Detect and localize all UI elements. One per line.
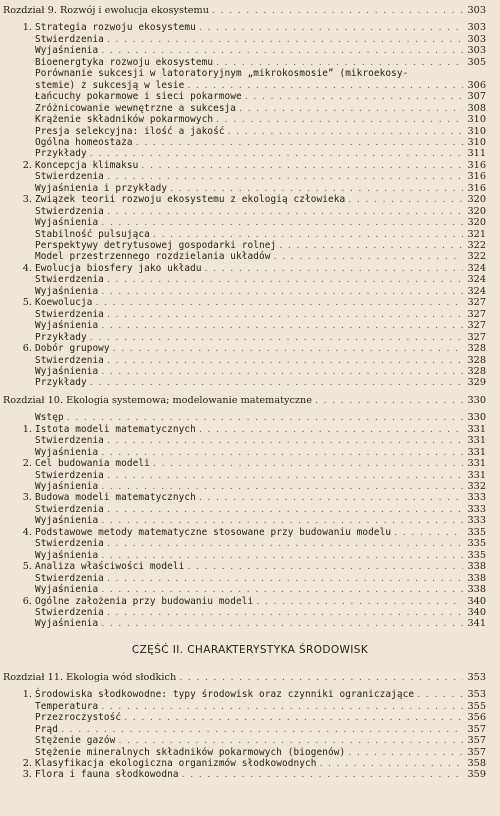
toc-subentry	[0, 68, 500, 80]
chapter-heading	[0, 395, 500, 407]
dot-leader	[394, 527, 463, 539]
dot-leader	[199, 492, 463, 504]
entry-title: Ogólne założenia przy budowaniu modeli	[35, 595, 254, 607]
entry-number: 5.	[22, 561, 32, 573]
dot-leader	[107, 504, 463, 516]
page-number: 305	[467, 56, 486, 68]
toc-subentry	[0, 286, 500, 298]
entry-title: Istota modeli matematycznych	[35, 423, 196, 435]
page-number: 316	[467, 159, 486, 171]
entry-title: Ogólna homeostaza	[35, 136, 133, 148]
toc-subentry	[0, 735, 500, 747]
toc-subentry	[0, 550, 500, 562]
dot-leader	[107, 171, 463, 183]
dot-leader	[61, 724, 463, 736]
chapter-number: Rozdział 10.	[3, 394, 64, 406]
entry-title: Flora i fauna słodkowodna	[35, 769, 179, 781]
entry-title: Stwierdzenia	[35, 606, 104, 618]
dot-leader	[187, 80, 463, 92]
page-number: 358	[467, 758, 486, 769]
page-number: 353	[467, 671, 486, 683]
dot-leader	[199, 424, 463, 436]
dot-leader	[101, 286, 463, 298]
page-number: 333	[467, 503, 486, 515]
entry-number: 2.	[22, 458, 32, 470]
toc-section-entry	[0, 343, 500, 355]
toc-subentry	[0, 712, 500, 724]
dot-leader	[101, 366, 463, 378]
entry-title: Wyjaśnienia	[35, 515, 99, 527]
page-number: 327	[467, 308, 486, 320]
entry-number: 3.	[22, 194, 32, 206]
dot-leader	[256, 596, 463, 608]
page-number: 310	[467, 136, 486, 148]
dot-leader	[107, 607, 463, 619]
dot-leader	[124, 712, 463, 724]
toc-section-entry	[0, 758, 500, 770]
toc-subentry	[0, 481, 500, 493]
entry-number: 2.	[22, 758, 32, 769]
page-number: 321	[467, 228, 486, 240]
entry-title: Cel budowania modeli	[35, 458, 150, 470]
toc-subentry	[0, 103, 500, 115]
entry-title: Przykłady	[35, 377, 87, 389]
chapter-title: Ekologia systemowa; modelowanie matematyczne	[66, 394, 312, 406]
entry-title: Stwierdzenia	[35, 354, 104, 366]
toc-subentry	[0, 137, 500, 149]
page-number: 303	[467, 22, 486, 34]
dot-leader	[101, 618, 463, 630]
toc-subentry	[0, 435, 500, 447]
toc-subentry	[0, 206, 500, 218]
dot-leader	[107, 573, 463, 585]
toc-subentry	[0, 355, 500, 367]
toc-section-entry	[0, 492, 500, 504]
toc-section-entry	[0, 194, 500, 206]
dot-leader	[107, 538, 463, 550]
page-number: 341	[467, 618, 486, 630]
entry-title: Budowa modeli matematycznych	[35, 492, 196, 504]
entry-number: 2.	[22, 159, 32, 171]
entry-title: Podstawowe metody matematyczne stosowane przy budowaniu modelu	[35, 526, 392, 538]
part-heading: CZĘŚĆ II. CHARAKTERYSTYKA ŚRODOWISK	[131, 643, 369, 656]
page-number: 316	[467, 182, 486, 194]
toc-subentry	[0, 504, 500, 516]
page-number: 322	[467, 251, 486, 263]
entry-title: Porównanie sukcesji w latoratoryjnym „mikrokosmosie” (mikroekosy-	[35, 68, 409, 80]
entry-title: Zróżnicowanie wewnętrzne a sukcesja	[35, 102, 237, 114]
page-number: 340	[467, 606, 486, 618]
entry-title: Przezroczystość	[35, 712, 122, 724]
dot-leader	[182, 769, 463, 781]
dot-leader	[153, 229, 463, 241]
dot-leader	[319, 758, 463, 770]
toc-section-entry	[0, 22, 500, 34]
entry-title: Stężenie mineralnych składników pokarmowych (biogenów)	[35, 746, 346, 758]
toc-subentry	[0, 747, 500, 759]
entry-title: Wyjaśnienia	[35, 481, 99, 492]
entry-title: Ewolucja biosfery jako układu	[35, 262, 202, 274]
entry-title: Stwierdzenia	[35, 33, 104, 45]
page-number: 335	[467, 538, 486, 550]
toc-subentry	[0, 114, 500, 126]
entry-title: Wyjaśnienia	[35, 45, 99, 57]
entry-title: Stężenie gazów	[35, 735, 116, 747]
toc-subentry	[0, 584, 500, 596]
toc-section-entry	[0, 769, 500, 781]
page-number: 306	[467, 79, 486, 91]
page-number: 335	[467, 526, 486, 538]
entry-number: 3.	[22, 492, 32, 504]
entry-number: 6.	[22, 595, 32, 607]
dot-leader	[101, 515, 463, 527]
toc-subentry	[0, 217, 500, 229]
entry-number: 4.	[22, 262, 32, 274]
entry-number: 1.	[22, 423, 32, 435]
page-number: 322	[467, 240, 486, 251]
toc-subentry	[0, 618, 500, 630]
page-number: 357	[467, 746, 486, 758]
dot-leader	[228, 126, 463, 138]
dot-leader	[101, 481, 463, 493]
entry-title: Koewolucja	[35, 297, 93, 309]
dot-leader	[239, 103, 463, 115]
toc-section-entry	[0, 689, 500, 701]
entry-number: 3.	[22, 769, 32, 781]
dot-leader	[107, 355, 463, 367]
entry-title: Stwierdzenia	[35, 308, 104, 320]
entry-title: Łańcuchy pokarmowe i sieci pokarmowe	[35, 91, 242, 103]
page-number: 311	[467, 148, 486, 160]
page-number: 338	[467, 572, 486, 584]
entry-title: Stwierdzenia	[35, 171, 104, 183]
chapter-title: Ekologia wód słodkich	[66, 671, 177, 683]
page-number: 356	[467, 712, 486, 724]
toc-subentry	[0, 171, 500, 183]
dot-leader	[274, 251, 463, 263]
page-number: 324	[467, 285, 486, 297]
toc-subentry	[0, 240, 500, 252]
dot-leader	[107, 470, 463, 482]
page-number: 331	[467, 435, 486, 447]
entry-title: Strategia rozwoju ekosystemu	[35, 22, 196, 34]
toc-subentry	[0, 332, 500, 344]
toc-subentry	[0, 412, 500, 424]
page-number: 310	[467, 114, 486, 126]
page-number: 333	[467, 515, 486, 527]
entry-title: Krążenie składników pokarmowych	[35, 114, 214, 126]
entry-title: Stwierdzenia	[35, 538, 104, 550]
toc-subentry	[0, 573, 500, 585]
dot-leader	[101, 584, 463, 596]
dot-leader	[216, 57, 463, 69]
page-number: 327	[467, 320, 486, 332]
entry-number: 5.	[22, 297, 32, 309]
chapter-title: Rozwój i ewolucja ekosystemu	[59, 5, 209, 16]
dot-leader	[90, 332, 463, 344]
page-number: 333	[467, 492, 486, 504]
entry-title: Stwierdzenia	[35, 274, 104, 286]
page-number: 324	[467, 262, 486, 274]
dot-leader	[107, 34, 463, 46]
entry-title: Klasyfikacja ekologiczna organizmów słodkowodnych	[35, 758, 317, 769]
page-number: 338	[467, 584, 486, 596]
chapter-heading	[0, 672, 500, 684]
dot-leader	[279, 240, 463, 252]
page-number: 316	[467, 171, 486, 183]
dot-leader	[101, 550, 463, 562]
toc-section-entry	[0, 263, 500, 275]
page-number: 307	[467, 91, 486, 103]
entry-title: Przykłady	[35, 148, 87, 160]
toc-subentry	[0, 724, 500, 736]
dot-leader	[101, 320, 463, 332]
dot-leader	[205, 263, 463, 275]
page-number: 303	[467, 5, 486, 16]
entry-title: Wyjaśnienia i przykłady	[35, 182, 168, 194]
entry-title: Wyjaśnienia	[35, 618, 99, 630]
toc-subentry	[0, 377, 500, 389]
page-number: 330	[467, 412, 486, 424]
dot-leader	[187, 561, 463, 573]
toc-subentry	[0, 251, 500, 263]
dot-leader	[113, 343, 463, 355]
entry-title: Model przestrzennego rozdzielania układów	[35, 251, 271, 263]
dot-leader	[199, 22, 463, 34]
page-number: 332	[467, 481, 486, 492]
chapter-heading	[0, 5, 500, 17]
toc-subentry	[0, 607, 500, 619]
dot-leader	[95, 297, 463, 309]
page-number: 355	[467, 700, 486, 712]
page-number: 357	[467, 723, 486, 735]
entry-title: Przykłady	[35, 331, 87, 343]
dot-leader	[101, 217, 463, 229]
entry-title: Prąd	[35, 723, 58, 735]
dot-leader	[212, 5, 463, 17]
entry-title: Wyjaśnienia	[35, 584, 99, 596]
chapter-number: Rozdział 9.	[3, 5, 57, 16]
toc-section-entry	[0, 160, 500, 172]
page-number: 338	[467, 561, 486, 573]
toc-subentry	[0, 57, 500, 69]
toc-subentry	[0, 320, 500, 332]
page-number: 329	[467, 377, 486, 389]
dot-leader	[315, 395, 463, 407]
page-number: 308	[467, 102, 486, 114]
page-number: 359	[467, 769, 486, 781]
page-number: 327	[467, 297, 486, 309]
entry-title: Dobór grupowy	[35, 343, 110, 355]
dot-leader	[101, 701, 463, 713]
toc-subentry	[0, 447, 500, 459]
entry-title: Wyjaśnienia	[35, 285, 99, 297]
page-number: 324	[467, 274, 486, 286]
dot-leader	[118, 735, 463, 747]
entry-title: Środowiska słodkowodne: typy środowisk oraz czynniki ograniczające	[35, 689, 415, 701]
page-number: 303	[467, 33, 486, 45]
entry-number: 1.	[22, 689, 32, 701]
toc-subentry	[0, 366, 500, 378]
entry-title: Wyjaśnienia	[35, 446, 99, 458]
toc-subentry	[0, 80, 500, 92]
toc-section-entry	[0, 424, 500, 436]
page-number: 340	[467, 595, 486, 607]
toc-subentry	[0, 34, 500, 46]
toc-section-entry	[0, 297, 500, 309]
toc-subentry	[0, 183, 500, 195]
dot-leader	[179, 672, 463, 684]
dot-leader	[141, 160, 463, 172]
toc-subentry	[0, 515, 500, 527]
dot-leader	[107, 274, 463, 286]
toc-subentry	[0, 126, 500, 138]
page-number: 327	[467, 331, 486, 343]
page-number: 353	[467, 689, 486, 701]
toc-subentry	[0, 701, 500, 713]
entry-title: Związek teorii rozwoju ekosystemu z ekologią człowieka	[35, 194, 346, 206]
dot-leader	[107, 435, 463, 447]
page-number: 331	[467, 469, 486, 481]
entry-title: Stwierdzenia	[35, 205, 104, 217]
entry-title: stemie) z sukcesją w lesie	[35, 79, 185, 91]
entry-title: Wstęp	[35, 412, 64, 424]
dot-leader	[245, 91, 463, 103]
page-number: 331	[467, 458, 486, 470]
page-number: 320	[467, 194, 486, 206]
toc-subentry	[0, 91, 500, 103]
toc-subentry	[0, 470, 500, 482]
dot-leader	[101, 447, 463, 459]
toc-section-entry	[0, 561, 500, 573]
chapter-number: Rozdział 11.	[3, 671, 64, 683]
page-number: 331	[467, 446, 486, 458]
page-number: 328	[467, 354, 486, 366]
dot-leader	[216, 114, 463, 126]
entry-title: Wyjaśnienia	[35, 365, 99, 377]
entry-title: Wyjaśnienia	[35, 549, 99, 561]
page-number: 328	[467, 343, 486, 355]
toc-section-entry	[0, 527, 500, 539]
dot-leader	[67, 412, 463, 424]
dot-leader	[348, 194, 463, 206]
entry-title: Stwierdzenia	[35, 469, 104, 481]
dot-leader	[90, 148, 463, 160]
dot-leader	[170, 183, 463, 195]
entry-title: Stwierdzenia	[35, 435, 104, 447]
page-number: 335	[467, 549, 486, 561]
page-number: 357	[467, 735, 486, 747]
page-number: 303	[467, 45, 486, 57]
entry-title: Koncepcja klimaksu	[35, 159, 139, 171]
page-number: 310	[467, 125, 486, 137]
dot-leader	[101, 45, 463, 57]
dot-leader	[136, 137, 463, 149]
entry-number: 4.	[22, 526, 32, 538]
page-number: 320	[467, 217, 486, 229]
toc-subentry	[0, 538, 500, 550]
dot-leader	[107, 206, 463, 218]
entry-title: Temperatura	[35, 700, 99, 712]
entry-number: 1.	[22, 22, 32, 34]
page-number: 320	[467, 205, 486, 217]
dot-leader	[107, 309, 463, 321]
page-number: 328	[467, 365, 486, 377]
dot-leader	[348, 747, 463, 759]
entry-title: Wyjaśnienia	[35, 217, 99, 229]
dot-leader	[153, 458, 463, 470]
entry-title: Wyjaśnienia	[35, 320, 99, 332]
entry-title: Stabilność pulsująca	[35, 228, 150, 240]
toc-section-entry	[0, 596, 500, 608]
entry-title: Analiza właściwości modeli	[35, 561, 185, 573]
toc-subentry	[0, 309, 500, 321]
page-number: 330	[467, 394, 486, 406]
entry-title: Presja selekcyjna: ilość a jakość	[35, 125, 225, 137]
page-number: 331	[467, 423, 486, 435]
toc-subentry	[0, 274, 500, 286]
entry-number: 6.	[22, 343, 32, 355]
entry-title: Bioenergtyka rozwoju ekosystemu	[35, 56, 214, 68]
dot-leader	[417, 689, 463, 701]
toc-subentry	[0, 148, 500, 160]
entry-title: Stwierdzenia	[35, 503, 104, 515]
entry-title: Stwierdzenia	[35, 572, 104, 584]
toc-subentry	[0, 229, 500, 241]
entry-title: Perspektywy detrytusowej gospodarki rolnej	[35, 240, 277, 251]
dot-leader	[90, 377, 463, 389]
toc-section-entry	[0, 458, 500, 470]
toc-subentry	[0, 45, 500, 57]
